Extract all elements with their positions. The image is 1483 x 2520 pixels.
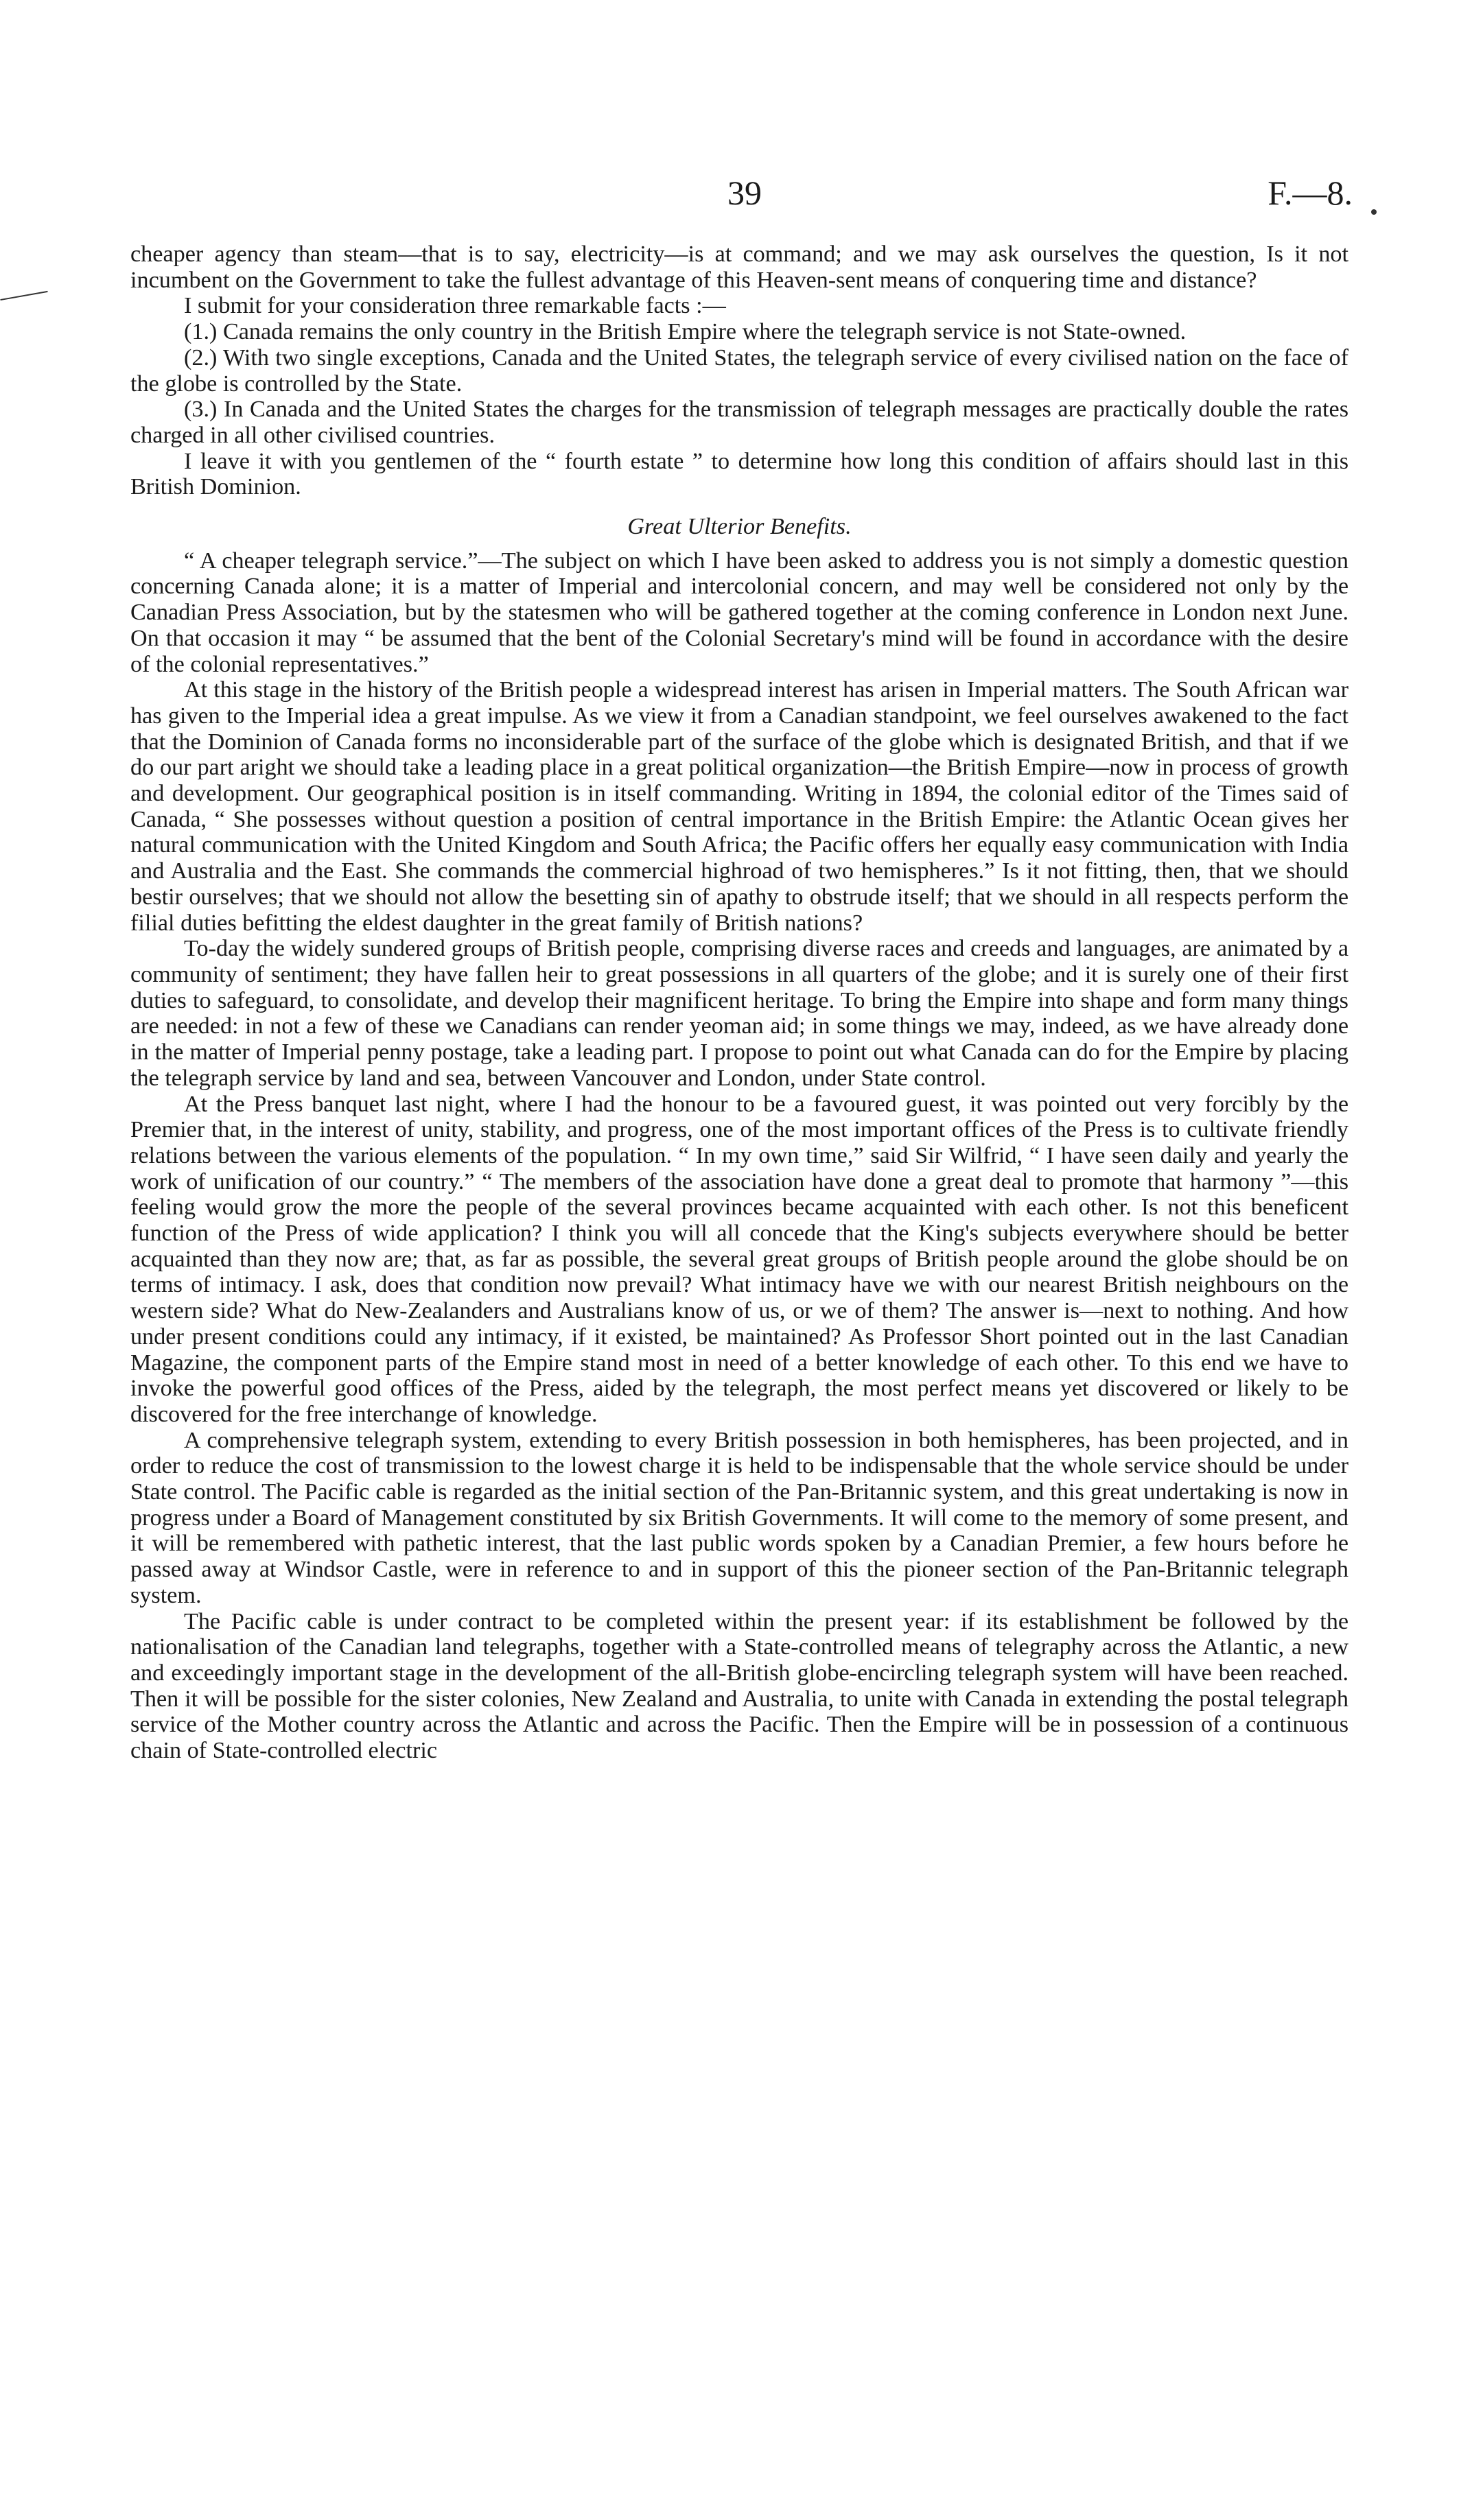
paragraph: I submit for your consideration three remarkable facts :— — [184, 293, 726, 319]
paragraph: cheaper agency than steam—that is to say, electricity—is at command; and we may ask ourselves the question, Is it not incumbent on the Government to take the fullest advantage of this Heaven-sent means of conquering time and distance? — [130, 242, 1348, 293]
document-reference: F.—8. — [1268, 174, 1353, 212]
paragraph: To-day the widely sundered groups of British people, comprising diverse races and creeds and languages, are animated by a community of sentiment; they have fallen heir to great possessions in all quarters of the globe; and it is surely one of their first duties to safeguard, to consolidate, and develop their magnificent heritage. To bring the Empire into shape and form many things are needed: in not a few of these we Canadians can render yeoman aid; in some things we may, indeed, as we have already done in the matter of Imperial penny postage, take a leading part. I propose to point out what Canada can do for the Empire by placing the telegraph service by land and sea, between Vancouver and London, under State control. — [130, 936, 1348, 1091]
margin-dot — [1371, 209, 1377, 215]
paragraph: The Pacific cable is under contract to be completed within the present year: if its establishment be followed by the nationalisation of the Canadian land telegraphs, together with a State-controlled means of telegraphy across the Atlantic, a new and exceedingly important stage in the development of the all-British globe-encircling telegraph system will have been reached. Then it will be possible for the sister colonies, New Zealand and Australia, to unite with Canada in extending the postal telegraph service of the Mother country across the Atlantic and across the Pacific. Then the Empire will be in possession of a continuous chain of State-controlled electric — [130, 1608, 1348, 1764]
paragraph: “ A cheaper telegraph service.”—The subject on which I have been asked to address you is not simply a domestic question concerning Canada alone; it is a matter of Imperial and intercolonial concern, and may well be considered not only by the Canadian Press Association, but by the statesmen who will be gathered together at the coming conference in London next June. On that occasion it may “ be assumed that the bent of the Colonial Secretary's mind will be found in accordance with the desire of the colonial representatives.” — [130, 547, 1348, 677]
paragraph: (1.) Canada remains the only country in the British Empire where the telegraph service is not State-owned. — [184, 319, 1187, 345]
paragraph: A comprehensive telegraph system, extending to every British possession in both hemispheres, has been projected, and in order to reduce the cost of transmission to the lowest charge it is held to be indispensable that the whole service should be under State control. The Pacific cable is regarded as the initial section of the Pan-Britannic system, and this great undertaking is now in progress under a Board of Management constituted by six British Governments. It will come to the memory of some present, and it will be remembered with pathetic interest, that the last public words spoken by a Canadian Premier, a few hours before he passed away at Windsor Castle, were in reference to and in support of this the pioneer section of the Pan-Britannic telegraph system. — [130, 1427, 1348, 1608]
paragraph: At this stage in the history of the British people a widespread interest has arisen in Imperial matters. The South African war has given to the Imperial idea a great impulse. As we view it from a Canadian standpoint, we feel ourselves awakened to the fact that the Dominion of Canada forms no inconsiderable part of the surface of the globe which is designated British, and that if we do our part aright we should take a leading place in a great political organization—the British Empire—now in process of growth and development. Our geographical position is in itself commanding. Writing in 1894, the colonial editor of the Times said of Canada, “ She possesses without question a position of central importance in the British Empire: the Atlantic Ocean gives her natural communication with the United Kingdom and South Africa; the Pacific offers her equally easy communication with India and Australia and the East. She commands the commercial highroad of two hemispheres.” Is it not fitting, then, that we should bestir ourselves; that we should not allow the besetting sin of apathy to obstrude itself; that we should in all respects perform the filial duties befitting the eldest daughter in the great family of British nations? — [130, 677, 1348, 936]
page-number: 39 — [727, 174, 762, 212]
margin-mark — [0, 291, 47, 301]
body-text — [130, 242, 1348, 1764]
section-title: Great Ulterior Benefits. — [627, 514, 852, 540]
paragraph: (2.) With two single exceptions, Canada and the United States, the telegraph service of every civilised nation on the face of the globe is controlled by the State. — [130, 344, 1348, 397]
page-header — [130, 173, 1353, 214]
paragraph: At the Press banquet last night, where I had the honour to be a favoured guest, it was pointed out very forcibly by the Premier that, in the interest of unity, stability, and progress, one of the most important offices of the Press is to cultivate friendly relations between the various elements of the population. “ In my own time,” said Sir Wilfrid, “ I have seen daily and yearly the work of unification of our country.” “ The members of the association have done a great deal to promote that harmony ”—this feeling would grow the more the people of the several provinces became acquainted with each other. Is not this beneficent function of the Press of wide application? I think you will all concede that the King's subjects everywhere should be better acquainted than they now are; that, as far as possible, the several great groups of British people around the globe should be on terms of intimacy. I ask, does that condition now prevail? What intimacy have we with our nearest British neighbours on the western side? What do New-Zealanders and Australians know of us, or we of them? The answer is—next to nothing. And how under present conditions could any intimacy, if it existed, be maintained? As Professor Short pointed out in the last Canadian Magazine, the component parts of the Empire stand most in need of a better knowledge of each other. To this end we have to invoke the powerful good offices of the Press, aided by the telegraph, the most perfect means yet discovered or likely to be discovered for the free interchange of knowledge. — [130, 1091, 1348, 1427]
paragraph: (3.) In Canada and the United States the charges for the transmission of telegraph messages are practically double the rates charged in all other civilised countries. — [130, 397, 1348, 448]
paragraph: I leave it with you gentlemen of the “ fourth estate ” to determine how long this condition of affairs should last in this British Dominion. — [130, 448, 1348, 500]
